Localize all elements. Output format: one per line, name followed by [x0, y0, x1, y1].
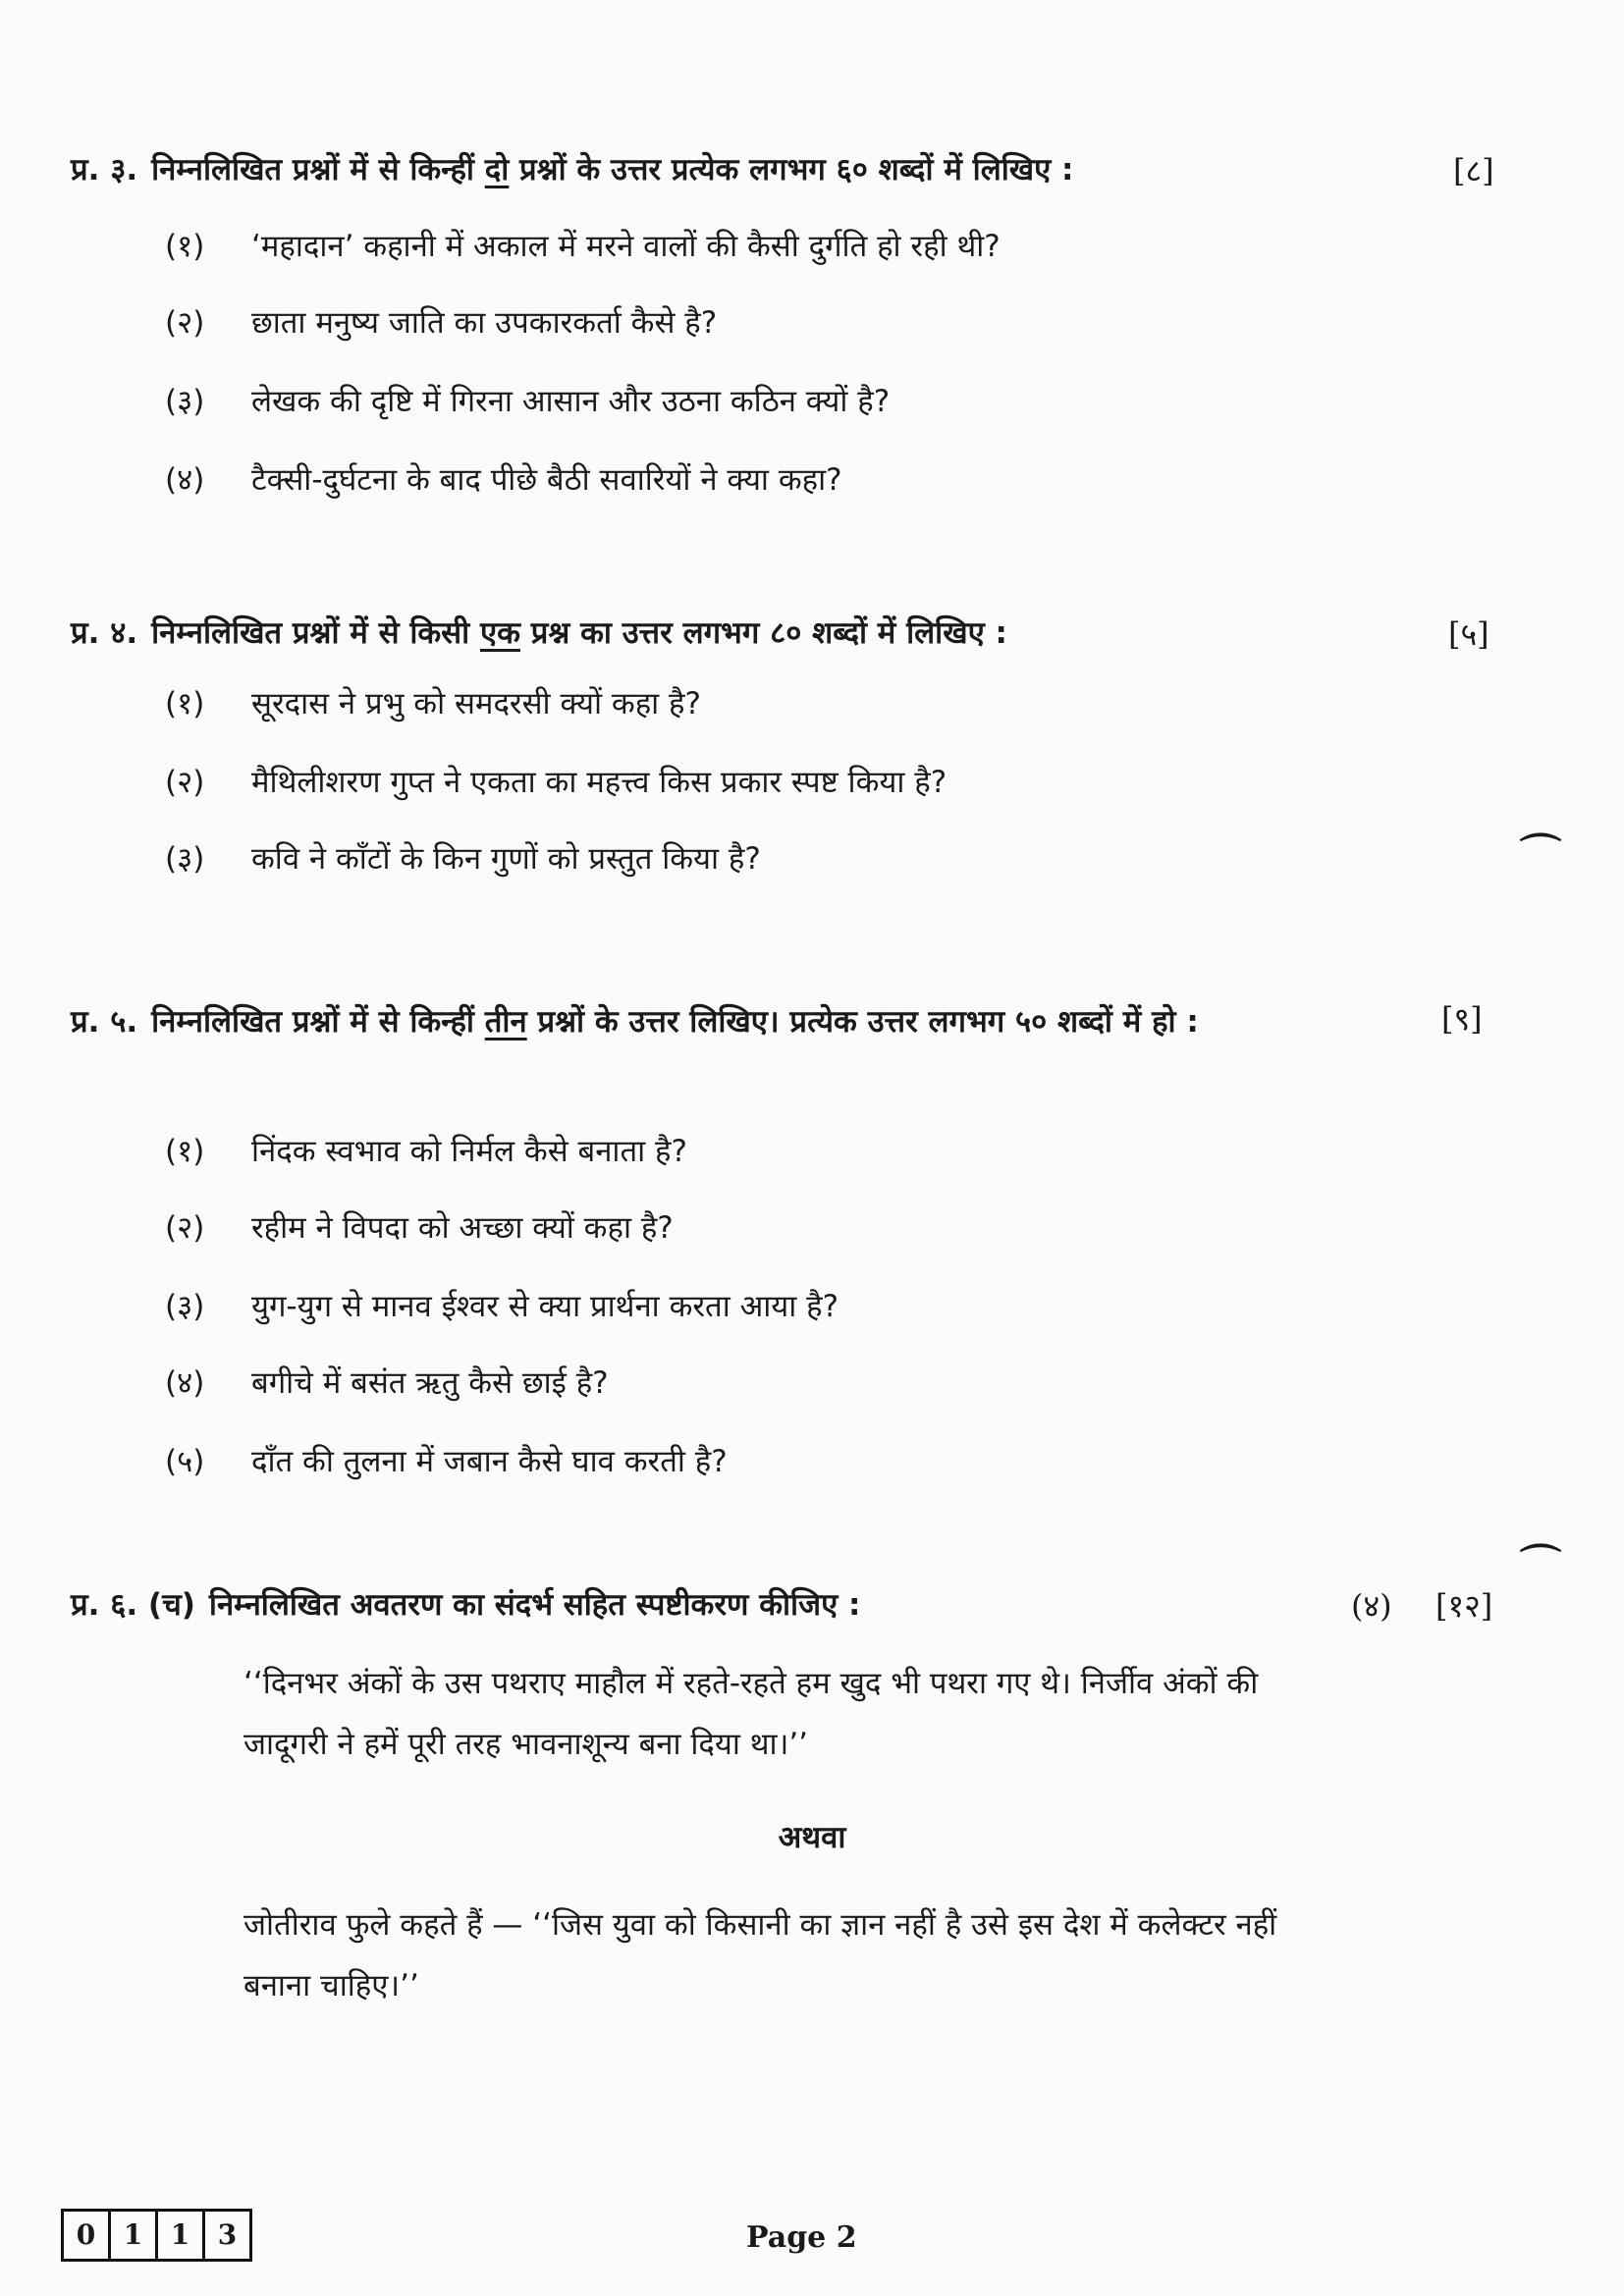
question-3-item: (३) लेखक की दृष्टि में गिरना आसान और उठना कठिन क्यों है?	[165, 384, 891, 419]
question-5-heading	[71, 986, 1369, 1058]
question-6-text: निम्नलिखित अवतरण का संदर्भ सहित स्पष्टीकरण कीजिए :	[208, 1587, 861, 1623]
paper-code-boxes	[61, 2209, 252, 2262]
question-6-sub-marks: (४)	[1351, 1587, 1392, 1625]
question-5-item: (५) दाँत की तुलना में जबान कैसे घाव करती है?	[165, 1444, 728, 1479]
code-digit: 1	[158, 2212, 205, 2259]
code-digit: 1	[111, 2212, 158, 2259]
question-4-marks: [५]	[1448, 615, 1489, 653]
question-4-item: (२) मैथिलीशरण गुप्त ने एकता का महत्त्व किस प्रकार स्पष्ट किया है?	[165, 765, 947, 800]
question-3-item: (१) ‘महादान’ कहानी में अकाल में मरने वालों की कैसी दुर्गति हो रही थी?	[165, 229, 1001, 264]
question-4-text: निम्नलिखित प्रश्नों में से किसी एक प्रश्न का उत्तर लगभग ८० शब्दों में लिखिए :	[151, 615, 1007, 651]
check-mark-icon: ⌒	[1520, 830, 1562, 879]
athva-or-label: अथवा	[778, 1820, 846, 1855]
question-3-item: (२) छाता मनुष्य जाति का उपकारकर्ता कैसे है?	[165, 305, 718, 341]
question-5-item: (४) बगीचे में बसंत ऋतु कैसे छाई है?	[165, 1365, 609, 1401]
alternate-quote: जोतीराव फुले कहते हैं — ‘‘जिस युवा को किसानी का ज्ञान नहीं है उसे इस देश में कलेक्टर नहीं बनाना चाहिए।’’	[244, 1907, 1277, 2003]
question-6-heading	[71, 1582, 1545, 1628]
question-5-marks: [९]	[1441, 1000, 1483, 1038]
code-digit: 0	[64, 2212, 111, 2259]
check-mark-icon: ⌒	[1520, 1541, 1562, 1589]
question-4-number: प्र. ४.	[71, 615, 138, 651]
question-5-number: प्र. ५.	[71, 1004, 138, 1040]
page-number: Page 2	[746, 2220, 857, 2255]
question-4-item: (३) कवि ने काँटों के किन गुणों को प्रस्तुत किया है?	[165, 841, 761, 877]
question-6-marks: [१२]	[1435, 1587, 1493, 1625]
question-3-text: निम्नलिखित प्रश्नों में से किन्हीं दो प्रश्नों के उत्तर प्रत्येक लगभग ६० शब्दों में लिखिए :	[151, 152, 1074, 187]
question-5-item: (२) रहीम ने विपदा को अच्छा क्यों कहा है?	[165, 1210, 674, 1246]
question-5-item: (३) युग-युग से मानव ईश्वर से क्या प्रार्थना करता आया है?	[165, 1289, 839, 1324]
question-4-item: (१) सूरदास ने प्रभु को समदरसी क्यों कहा है?	[165, 686, 701, 721]
question-5-text: निम्नलिखित प्रश्नों में से किन्हीं तीन प्रश्नों के उत्तर लिखिए। प्रत्येक उत्तर लगभग ५० शब्दों में हो :	[151, 1004, 1199, 1040]
passage-quote: ‘‘दिनभर अंकों के उस पथराए माहौल में रहते-रहते हम खुद भी पथरा गए थे। निर्जीव अंकों की जादूगरी ने हमें पूरी तरह भावनाशून्य बना दिया था।’’	[244, 1666, 1259, 1762]
code-digit: 3	[217, 2218, 238, 2251]
question-3-heading	[71, 147, 1545, 192]
question-3-marks: [८]	[1453, 152, 1494, 189]
question-6-number: प्र. ६. (च)	[71, 1587, 195, 1623]
question-5-item: (१) निंदक स्वभाव को निर्मल कैसे बनाता है?	[165, 1134, 687, 1169]
question-3-number: प्र. ३.	[71, 152, 138, 187]
question-4-heading	[71, 611, 1545, 656]
question-3-item: (४) टैक्सी-दुर्घटना के बाद पीछे बैठी सवारियों ने क्या कहा?	[165, 462, 842, 498]
